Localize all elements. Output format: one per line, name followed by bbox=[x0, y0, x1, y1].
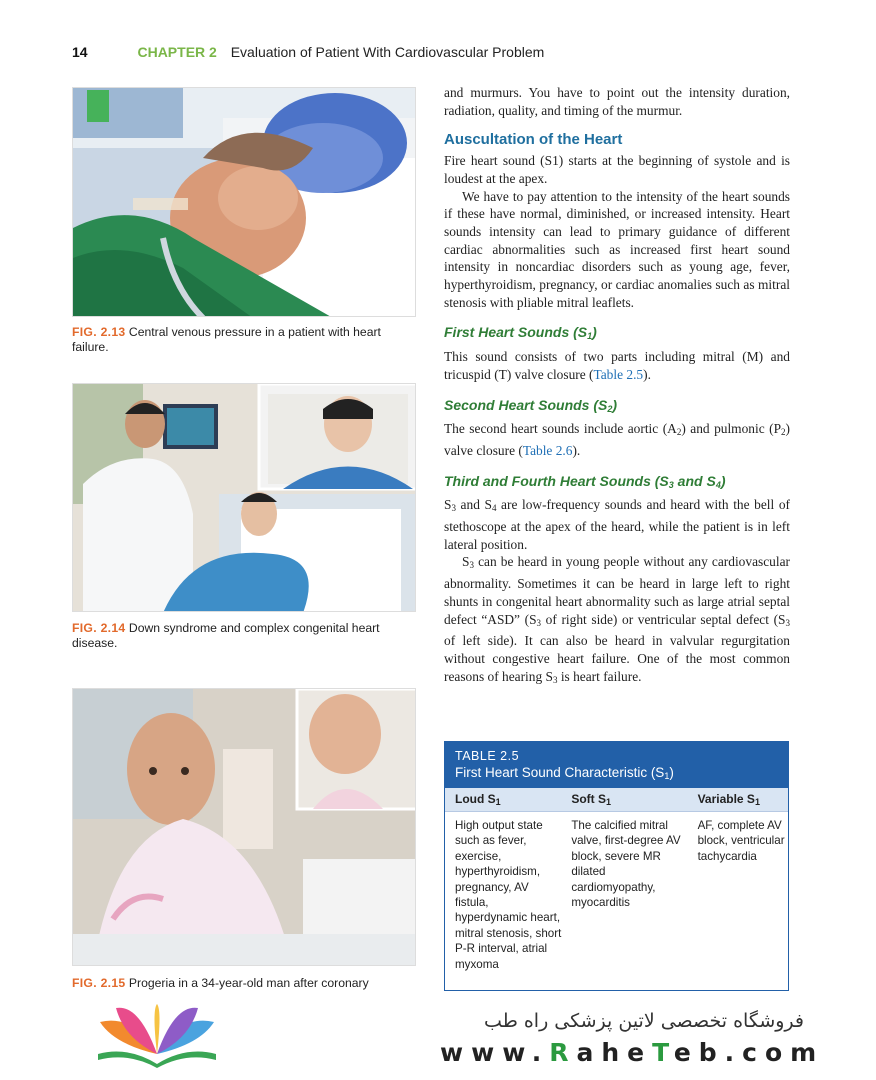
figure-caption-text: Central venous pressure in a patient with heart failure. bbox=[72, 325, 381, 354]
figure-number: FIG. 2.15 bbox=[72, 976, 126, 990]
shop-name: فروشگاه تخصصی لاتین پزشکی راه طب bbox=[484, 1010, 804, 1032]
paragraph: $S_3$ and $S_4$ are low-frequency sounds and heard with the bell of stethoscope at the apex of the heard, while the patient is in left lateral position. bbox=[444, 497, 790, 552]
figure-2-15-photo bbox=[72, 688, 416, 966]
footer-watermark bbox=[0, 994, 876, 1080]
table-caption: First Heart Sound Characteristic $(S_1)$ bbox=[455, 765, 674, 781]
table-reference-link[interactable]: Table 2.6 bbox=[522, 442, 573, 458]
shop-url: www.RaheTeb.com bbox=[440, 1038, 825, 1067]
paragraph: Fire heart sound (S1) starts at the beginning of systole and is loudest at the apex. bbox=[444, 153, 790, 186]
figure-number: FIG. 2.14 bbox=[72, 621, 126, 635]
figure-caption-text: Progeria in a 34-year-old man after coronary bbox=[128, 976, 369, 990]
figure-2-13-caption bbox=[72, 325, 418, 355]
chapter-title: Evaluation of Patient With Cardiovascular Problem bbox=[230, 44, 545, 60]
figure-2-15-caption bbox=[72, 976, 418, 991]
table-cell-variable: AF, complete AV block, ventricular tachycardia bbox=[697, 819, 785, 863]
paragraph: This sound consists of two parts including mitral (M) and tricuspid (T) valve closure (Table 2.5). bbox=[444, 349, 790, 382]
figure-caption-text: Down syndrome and complex congenital heart disease. bbox=[72, 621, 380, 650]
column-header-loud: Loud $S_1$ bbox=[455, 792, 501, 807]
table-column-headers bbox=[445, 788, 788, 812]
page-number: 14 bbox=[72, 44, 88, 60]
figure-2-13-photo bbox=[72, 87, 416, 317]
figure-2-14-caption bbox=[72, 621, 418, 651]
figure-2-14-photo bbox=[72, 383, 416, 612]
table-label: TABLE 2.5 bbox=[455, 749, 520, 763]
table-row bbox=[445, 812, 788, 972]
chapter-label: CHAPTER 2 bbox=[137, 44, 217, 60]
paragraph: The second heart sounds include aortic $(A_2)$ and pulmonic $(P_2)$ valve closure (Table 2.6). bbox=[444, 421, 790, 458]
paragraph: We have to pay attention to the intensity of the heart sounds if these have normal, diminished, or increased intensity. Heart sounds intensity can lead to primary guidance of different cardiac abnormalities such as increased first heart sound intensity in noncardiac disorders such as young age, fever, hyperthyroidism, pregnancy, or cardiac anomalies such as mitral stenosis with pliable mitral leaflets. bbox=[444, 188, 790, 310]
intro-paragraph: and murmurs. You have to point out the intensity duration, radiation, quality, and timing of the murmur. bbox=[444, 85, 790, 118]
table-reference-link[interactable]: Table 2.5 bbox=[593, 366, 644, 382]
subsection-heading-s1: First Heart Sounds $(S_1)$ bbox=[444, 324, 597, 342]
figure-number: FIG. 2.13 bbox=[72, 325, 126, 339]
column-header-soft: Soft $S_1$ bbox=[571, 792, 611, 807]
book-logo-icon bbox=[94, 1004, 220, 1068]
body-text-column bbox=[444, 84, 790, 689]
table-cell-soft: The calcified mitral valve, first-degree AV block, severe MR dilated cardiomyopathy, myocarditis bbox=[571, 819, 681, 910]
table-header bbox=[445, 742, 788, 788]
subsection-heading-s2: Second Heart Sounds $(S_2)$ bbox=[444, 396, 618, 414]
subsection-heading-s3-s4: Third and Fourth Heart Sounds ($S_3$ and $S_4$) bbox=[444, 472, 726, 490]
paragraph: $S_3$ can be heard in young people without any cardiovascular abnormality. Sometimes it can be heard in large left to right shunts in congenital heart abnormality such as large atrial septal defect “ASD” ($S_3$ of right side) or ventricular septal defect ($S_3$ of left side). It can also be heard in valvular regurgitation without congestive heart failure. One of the most common reasons of hearing $S_3$ is heart failure. bbox=[444, 554, 790, 685]
table-cell-loud: High output state such as fever, exercise, hyperthyroidism, pregnancy, AV fistula, hyperdynamic heart, mitral stenosis, short P-R interval, atrial myxoma bbox=[455, 819, 562, 971]
column-header-variable: Variable $S_1$ bbox=[697, 792, 760, 807]
running-header bbox=[72, 44, 816, 64]
table-2-5 bbox=[444, 741, 789, 991]
section-heading: Auscultation of the Heart bbox=[444, 131, 623, 149]
